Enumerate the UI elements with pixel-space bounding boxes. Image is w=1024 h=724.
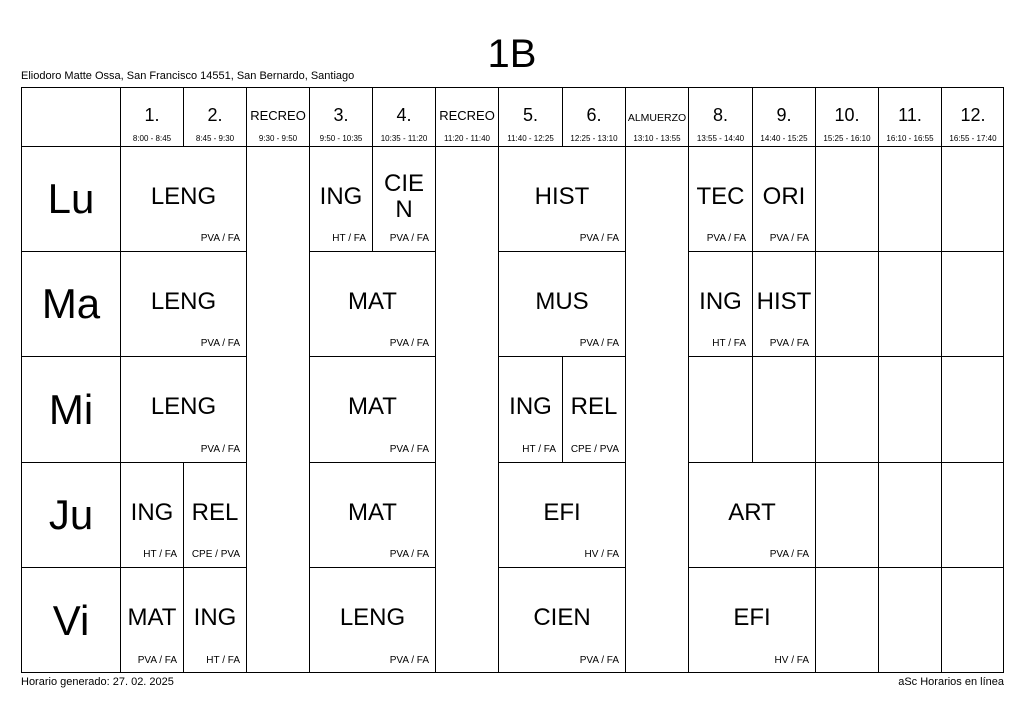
lesson-subject-text: MAT [127, 604, 177, 631]
empty-cell [752, 356, 815, 462]
lesson-teacher: PVA / FA [579, 233, 619, 244]
lesson-subject-text: TEC [696, 183, 745, 210]
period-label: RECREO [250, 108, 306, 123]
period-label: 4. [396, 105, 412, 125]
lesson-teacher: PVA / FA [389, 549, 429, 560]
lesson-subject-text: MAT [348, 288, 397, 315]
lesson-subject-text: MAT [348, 499, 397, 526]
lesson-cell [120, 567, 183, 673]
lesson-subject [753, 167, 815, 227]
period-time: 11:40 - 12:25 [507, 134, 554, 143]
period-time: 12:25 - 13:10 [570, 134, 618, 143]
period-header [183, 88, 246, 146]
lesson-cell [309, 462, 435, 567]
lesson-cell [183, 567, 246, 673]
period-label: 10. [834, 105, 860, 125]
period-label: 9. [776, 105, 792, 125]
lesson-subject [499, 272, 625, 332]
lesson-teacher: CPE / PVA [191, 549, 240, 560]
school-address: Eliodoro Matte Ossa, San Francisco 14551, San Bernardo, Santiago [21, 70, 355, 82]
lesson-teacher: PVA / FA [769, 233, 809, 244]
period-time: 10:35 - 11:20 [380, 134, 428, 143]
lesson-subject-text: HIST [534, 183, 590, 210]
period-time: 16:55 - 17:40 [949, 134, 997, 143]
lesson-teacher: PVA / FA [389, 338, 429, 349]
period-label: 5. [522, 105, 538, 125]
day-label-cell [22, 146, 120, 251]
period-time: 16:10 - 16:55 [886, 134, 934, 143]
lesson-cell [120, 356, 246, 462]
lesson-subject-text: LENG [339, 604, 406, 631]
empty-cell [878, 462, 941, 567]
generated-date: Horario generado: 27. 02. 2025 [21, 676, 174, 688]
lesson-subject-text: LENG [150, 183, 217, 210]
period-header [120, 88, 183, 146]
day-label-cell [22, 356, 120, 462]
timetable-grid [21, 87, 1004, 673]
period-time: 14:40 - 15:25 [760, 134, 808, 143]
period-label: 3. [333, 105, 349, 125]
period-header [435, 88, 498, 146]
lesson-subject-text: CIEN [383, 170, 424, 223]
lesson-teacher: PVA / FA [769, 338, 809, 349]
empty-cell [815, 567, 878, 673]
lesson-subject-text: MAT [348, 393, 397, 420]
period-time: 8:00 - 8:45 [132, 134, 172, 143]
period-time: 9:30 - 9:50 [258, 134, 298, 143]
empty-cell [941, 567, 1004, 673]
lesson-cell [309, 146, 372, 251]
lesson-subject-text: MUS [535, 288, 589, 315]
lesson-subject [310, 483, 435, 543]
lesson-subject [563, 377, 625, 437]
empty-cell [878, 567, 941, 673]
break-cell [625, 356, 688, 462]
period-label: 6. [586, 105, 602, 125]
break-cell [246, 567, 309, 673]
lesson-teacher: HT / FA [712, 338, 746, 349]
lesson-subject-text: ORI [762, 183, 806, 210]
period-header [878, 88, 941, 146]
day-label: Vi [52, 596, 90, 644]
period-label: 1. [144, 105, 160, 125]
lesson-teacher: PVA / FA [579, 338, 619, 349]
lesson-cell [372, 146, 435, 251]
period-header [752, 88, 815, 146]
lesson-teacher: HT / FA [522, 444, 556, 455]
lesson-subject-text: CIEN [533, 604, 591, 631]
lesson-teacher: PVA / FA [137, 655, 177, 666]
period-label: 8. [712, 105, 728, 125]
period-time: 13:10 - 13:55 [633, 134, 681, 143]
period-header [941, 88, 1004, 146]
break-cell [435, 251, 498, 356]
period-time: 8:45 - 9:30 [195, 134, 235, 143]
break-cell [435, 146, 498, 251]
period-label: 12. [960, 105, 986, 125]
lesson-teacher: HV / FA [774, 655, 809, 666]
day-label: Mi [48, 385, 94, 433]
break-cell [246, 356, 309, 462]
lesson-subject-text: REL [570, 393, 618, 420]
period-label: 11. [898, 105, 922, 125]
lesson-teacher: PVA / FA [389, 655, 429, 666]
lesson-teacher: PVA / FA [200, 444, 240, 455]
lesson-cell [498, 567, 625, 673]
day-label-cell [22, 251, 120, 356]
day-label: Ma [41, 280, 101, 327]
lesson-cell [752, 146, 815, 251]
period-header [625, 88, 688, 146]
lesson-teacher: HT / FA [332, 233, 366, 244]
lesson-subject [499, 588, 625, 648]
period-time: 13:55 - 14:40 [696, 134, 745, 143]
empty-cell [941, 146, 1004, 251]
period-header [688, 88, 752, 146]
lesson-teacher: HT / FA [206, 655, 240, 666]
period-time: 11:20 - 11:40 [444, 134, 490, 143]
lesson-teacher: PVA / FA [706, 233, 746, 244]
break-cell [625, 251, 688, 356]
break-cell [435, 356, 498, 462]
day-label: Ju [48, 491, 94, 538]
lesson-subject-text: HIST [756, 288, 812, 315]
lesson-subject [121, 167, 246, 227]
lesson-subject [689, 483, 815, 543]
lesson-subject [121, 483, 183, 543]
day-label-cell [22, 567, 120, 673]
lesson-cell [688, 567, 815, 673]
empty-cell [941, 462, 1004, 567]
period-header [246, 88, 309, 146]
lesson-cell [688, 146, 752, 251]
lesson-teacher: PVA / FA [769, 549, 809, 560]
lesson-teacher: PVA / FA [389, 233, 429, 244]
lesson-subject [689, 588, 815, 648]
lesson-cell [309, 356, 435, 462]
lesson-teacher: PVA / FA [579, 655, 619, 666]
lesson-subject [310, 588, 435, 648]
lesson-cell [120, 251, 246, 356]
period-header [498, 88, 562, 146]
lesson-teacher: CPE / PVA [570, 444, 619, 455]
break-cell [435, 462, 498, 567]
lesson-subject-text: ING [130, 499, 174, 526]
day-label-cell [22, 462, 120, 567]
lesson-subject-text: LENG [150, 288, 217, 315]
period-time: 15:25 - 16:10 [823, 134, 871, 143]
lesson-subject-text: ING [509, 393, 552, 420]
lesson-subject-text: ART [728, 499, 776, 526]
period-header [309, 88, 372, 146]
lesson-teacher: PVA / FA [200, 233, 240, 244]
lesson-cell [309, 567, 435, 673]
empty-cell [815, 146, 878, 251]
lesson-subject [499, 377, 562, 437]
break-cell [246, 146, 309, 251]
timetable-title: 1B [487, 32, 537, 76]
lesson-teacher: PVA / FA [389, 444, 429, 455]
break-cell [625, 462, 688, 567]
empty-cell [815, 356, 878, 462]
period-header [815, 88, 878, 146]
lesson-cell [562, 356, 625, 462]
period-label: RECREO [439, 108, 495, 123]
lesson-cell [688, 251, 752, 356]
empty-cell [878, 146, 941, 251]
lesson-subject [373, 167, 435, 227]
day-label: Lu [47, 175, 95, 222]
lesson-cell [498, 356, 562, 462]
lesson-subject [121, 272, 246, 332]
empty-cell [941, 356, 1004, 462]
period-header [562, 88, 625, 146]
lesson-cell [120, 462, 183, 567]
empty-cell [815, 462, 878, 567]
break-cell [435, 567, 498, 673]
period-header [372, 88, 435, 146]
break-cell [625, 567, 688, 673]
lesson-subject [753, 272, 815, 332]
period-time: 9:50 - 10:35 [319, 134, 363, 143]
lesson-cell [309, 251, 435, 356]
lesson-cell [120, 146, 246, 251]
empty-cell [941, 251, 1004, 356]
empty-cell [815, 251, 878, 356]
lesson-subject [499, 483, 625, 543]
break-cell [625, 146, 688, 251]
lesson-cell [183, 462, 246, 567]
lesson-teacher: HT / FA [143, 549, 177, 560]
lesson-subject-text: REL [191, 499, 239, 526]
lesson-subject-text: ING [193, 604, 237, 631]
lesson-cell [752, 251, 815, 356]
lesson-subject [499, 167, 625, 227]
lesson-teacher: PVA / FA [200, 338, 240, 349]
lesson-subject-text: ING [699, 288, 742, 315]
period-label: ALMUERZO [627, 112, 687, 124]
lesson-cell [498, 251, 625, 356]
lesson-subject-text: ING [319, 183, 363, 210]
lesson-teacher: HV / FA [584, 549, 619, 560]
lesson-subject [689, 167, 752, 227]
lesson-subject-text: EFI [733, 604, 771, 631]
lesson-subject [184, 588, 246, 648]
lesson-subject [121, 588, 183, 648]
break-cell [246, 251, 309, 356]
lesson-subject-text: LENG [150, 393, 217, 420]
empty-cell [878, 356, 941, 462]
corner-cell [22, 88, 120, 146]
lesson-subject [310, 377, 435, 437]
lesson-subject [184, 483, 246, 543]
software-credit: aSc Horarios en línea [898, 676, 1004, 688]
lesson-subject [689, 272, 752, 332]
lesson-cell [498, 462, 625, 567]
lesson-cell [498, 146, 625, 251]
period-label: 2. [207, 105, 223, 125]
empty-cell [878, 251, 941, 356]
lesson-cell [688, 462, 815, 567]
lesson-subject [310, 272, 435, 332]
lesson-subject [310, 167, 372, 227]
break-cell [246, 462, 309, 567]
lesson-subject-text: EFI [543, 499, 581, 526]
lesson-subject [121, 377, 246, 437]
empty-cell [688, 356, 752, 462]
